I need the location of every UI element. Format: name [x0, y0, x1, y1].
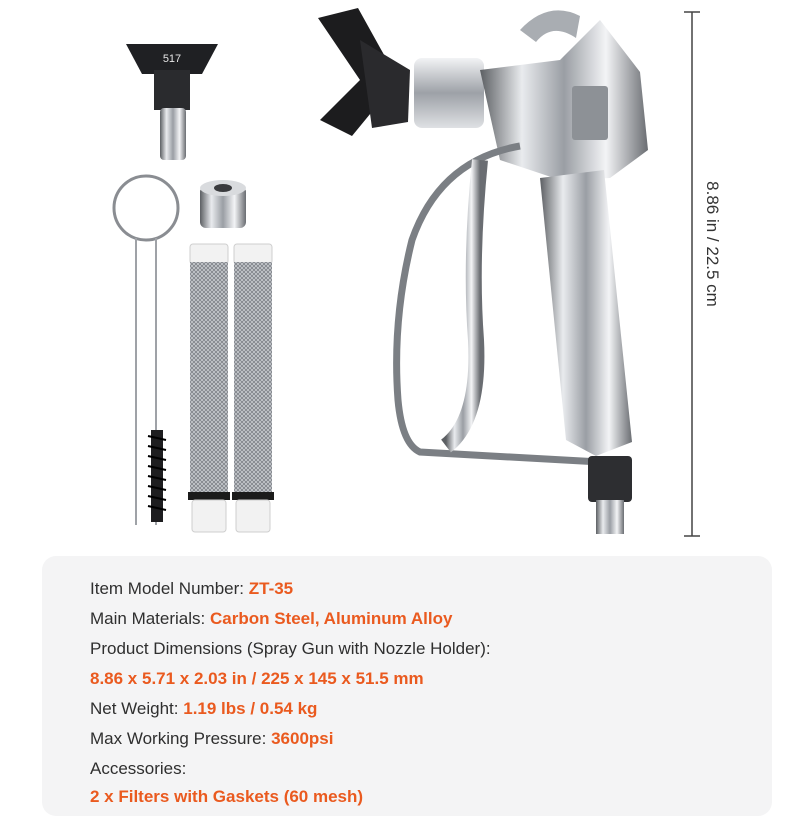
spec-pressure-value: 3600psi: [271, 729, 334, 748]
cleaning-brush-icon: [114, 176, 178, 525]
spec-dimensions-value: 8.86 x 5.71 x 2.03 in / 225 x 145 x 51.5 mm: [90, 669, 424, 688]
filter-icon: [188, 244, 230, 532]
spec-pressure-label: Max Working Pressure:: [90, 729, 267, 748]
spec-model: [90, 579, 293, 599]
spec-weight: [90, 699, 317, 719]
seal-ring-icon: [200, 180, 246, 228]
spec-pressure: [90, 729, 333, 749]
spec-materials-label: Main Materials:: [90, 609, 206, 628]
dimension-label: 8.86 in / 22.5 cm: [703, 181, 722, 307]
dimension-line: [684, 12, 700, 536]
spec-weight-value: 1.19 lbs / 0.54 kg: [183, 699, 318, 718]
spec-model-value: ZT-35: [248, 579, 294, 598]
filter-icon: [232, 244, 274, 532]
spec-accessories-label: Accessories:: [90, 759, 187, 778]
spec-materials-value: Carbon Steel, Aluminum Alloy: [210, 609, 453, 628]
spec-dimensions-label: Product Dimensions (Spray Gun with Nozzle Holder):: [90, 639, 491, 658]
spec-accessories: [90, 787, 363, 807]
spray-tip-label: 517: [162, 53, 182, 65]
spec-model-label: Item Model Number:: [90, 579, 244, 598]
spec-accessories-value: 2 x Filters with Gaskets (60 mesh): [90, 787, 364, 806]
spec-dimensions: [90, 669, 424, 689]
spec-materials: [90, 609, 452, 629]
spec-weight-label: Net Weight:: [90, 699, 179, 718]
spray-gun-icon: [318, 8, 648, 534]
spray-tip: [126, 44, 218, 160]
